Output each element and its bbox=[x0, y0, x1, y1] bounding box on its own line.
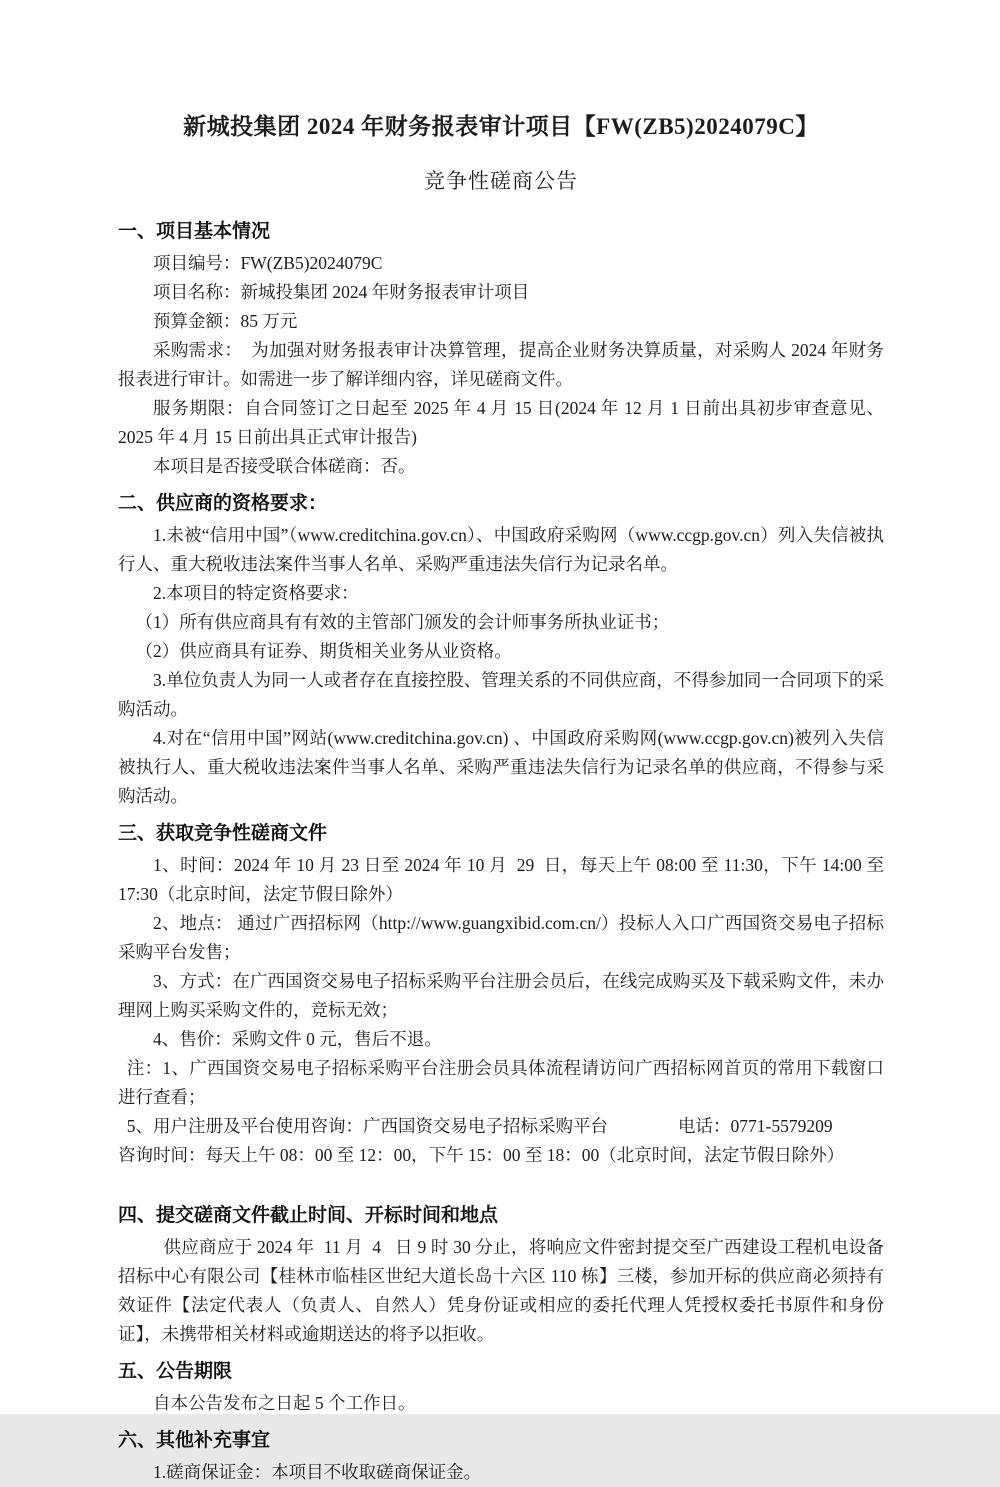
section-project-basics bbox=[118, 218, 884, 481]
paragraph-announcement-period: 自本公告发布之日起 5 个工作日。 bbox=[153, 1393, 416, 1413]
document-title: 新城投集团 2024 年财务报表审计项目【FW(ZB5)2024079C】 bbox=[183, 114, 819, 139]
paragraph-location: 2、地点： 通过广西招标网（http://www.guangxibid.com.cn/）投标人入口广西国资交易电子招标采购平台发售； bbox=[118, 913, 884, 962]
paragraph-consult-hours: 咨询时间：每天上午 08：00 至 12：00，下午 15：00 至 18：00（北京时间，法定节假日除外） bbox=[118, 1145, 845, 1165]
section-submission-deadline bbox=[118, 1202, 884, 1349]
paragraph-qualification-2-1: （1）所有供应商具有有效的主管部门颁发的会计师事务所执业证书； bbox=[135, 612, 670, 632]
paragraph-registration: 5、用户注册及平台使用咨询：广西国资交易电子招标采购平台 电话：0771-5579209 bbox=[126, 1116, 833, 1136]
paragraph-service-period: 服务期限：自合同签订之日起至 2025 年 4 月 15 日(2024 年 12 月 1 日前出具初步审查意见、2025 年 4 月 15 日前出具正式审计报告) bbox=[118, 398, 884, 447]
paragraph-qualification-1: 1.未被“信用中国”（www.creditchina.gov.cn）、中国政府采购网（www.ccgp.gov.cn）列入失信被执行人、重大税收违法案件当事人名单、采购严重违法失信行为记录名单。 bbox=[118, 525, 884, 574]
section-heading: 一、项目基本情况 bbox=[118, 221, 271, 242]
paragraph-method: 3、方式：在广西国资交易电子招标采购平台注册会员后，在线完成购买及下载采购文件，未办理网上购买采购文件的，竞标无效； bbox=[118, 971, 884, 1020]
paragraph-qualification-3: 3.单位负责人为同一人或者存在直接控股、管理关系的不同供应商，不得参加同一合同项下的采购活动。 bbox=[118, 670, 884, 719]
paragraph-deposit: 1.磋商保证金：本项目不收取磋商保证金。 bbox=[153, 1462, 482, 1482]
paragraph-consortium: 本项目是否接受联合体磋商：否。 bbox=[153, 456, 416, 476]
paragraph-project-name: 项目名称：新城投集团 2024 年财务报表审计项目 bbox=[153, 282, 530, 302]
paragraph-project-number: 项目编号：FW(ZB5)2024079C bbox=[153, 253, 383, 273]
paragraph-note: 注：1、广西国资交易电子招标采购平台注册会员具体流程请访问广西招标网首页的常用下载窗口进行查看； bbox=[118, 1058, 884, 1107]
section-obtain-documents bbox=[118, 820, 889, 1170]
section-other-matters bbox=[118, 1427, 884, 1487]
paragraph-procurement-need: 采购需求： 为加强对财务报表审计决算管理，提高企业财务决算质量，对采购人 2024 年财务报表进行审计。如需进一步了解详细内容，详见磋商文件。 bbox=[118, 340, 884, 389]
section-supplier-qualifications bbox=[118, 490, 884, 811]
section-heading: 二、供应商的资格要求： bbox=[118, 493, 328, 514]
section-heading: 四、提交磋商文件截止时间、开标时间和地点 bbox=[118, 1205, 499, 1226]
section-announcement-period bbox=[118, 1358, 884, 1418]
paragraph-price: 4、售价：采购文件 0 元，售后不退。 bbox=[153, 1029, 442, 1049]
document-body bbox=[118, 218, 889, 1487]
document-subtitle: 竞争性磋商公告 bbox=[424, 169, 578, 193]
paragraph-submission-details: 供应商应于 2024 年 11 月 4 日 9 时 30 分止，将响应文件密封提交至广西建设工程机电设备招标中心有限公司【桂林市临桂区世纪大道长岛十六区 110 栋】三楼，参加开标的供应商必须持有效证件【法定代表人（负责人、自然人）凭身份证或相应的委托代理人凭授权委托书原件和身份证】，未携带相关材料或逾期送达的将予以拒收。 bbox=[118, 1237, 884, 1344]
paragraph-qualification-4: 4.对在“信用中国”网站(www.creditchina.gov.cn) 、中国政府采购网(www.ccgp.gov.cn)被列入失信被执行人、重大税收违法案件当事人名单、采购严重违法失信行为记录名单的供应商，不得参与采购活动。 bbox=[118, 728, 884, 806]
section-heading: 五、公告期限 bbox=[118, 1361, 233, 1382]
section-heading: 六、其他补充事宜 bbox=[118, 1430, 271, 1451]
section-heading: 三、获取竞争性磋商文件 bbox=[118, 823, 328, 844]
paragraph-qualification-2-2: （2）供应商具有证券、期货相关业务从业资格。 bbox=[135, 641, 512, 661]
paragraph-qualification-2: 2.本项目的特定资格要求： bbox=[153, 583, 359, 603]
paragraph-time: 1、时间：2024 年 10 月 23 日至 2024 年 10 月 29 日，每天上午 08:00 至 11:30，下午 14:00 至 17:30（北京时间，法定节假日除外） bbox=[118, 855, 889, 904]
paragraph-budget: 预算金额：85 万元 bbox=[153, 311, 298, 331]
